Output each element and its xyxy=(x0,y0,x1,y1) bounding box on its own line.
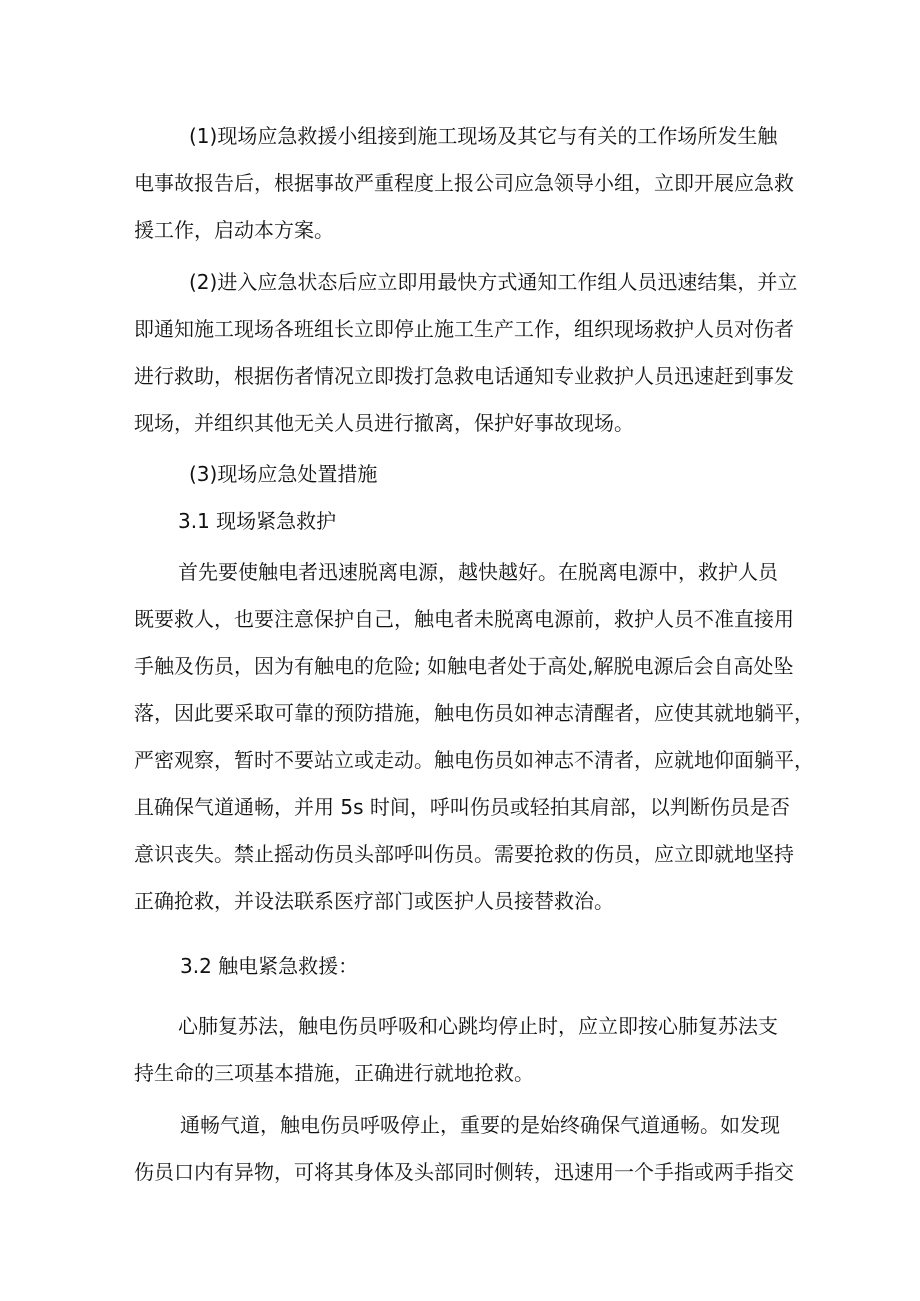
paragraph-line: 首先要使触电者迅速脱离电源，越快越好。在脱离电源中，救护人员 xyxy=(178,560,778,584)
paragraph-line: 即通知施工现场各班组长立即停止施工生产工作，组织现场救护人员对伤者 xyxy=(134,317,794,341)
paragraph-line: 伤员口内有异物，可将其身体及头部同时侧转，迅速用一个手指或两手指交 xyxy=(134,1160,794,1184)
paragraph-line: 落，因此要采取可靠的预防措施，触电伤员如神志清醒者，应使其就地躺平， xyxy=(134,701,814,725)
paragraph-line: 意识丧失。禁止摇动伤员头部呼叫伤员。需要抢救的伤员，应立即就地坚持 xyxy=(134,842,794,866)
section-heading: (3)现场应急处置措施 xyxy=(189,462,378,486)
paragraph-line: 通畅气道，触电伤员呼吸停止，重要的是始终确保气道通畅。如发现 xyxy=(180,1113,780,1137)
paragraph-line: 持生命的三项基本措施，正确进行就地抢救。 xyxy=(134,1061,534,1085)
paragraph-line: 现场，并组织其他无关人员进行撤离，保护好事故现场。 xyxy=(134,411,634,435)
paragraph-line: 援工作，启动本方案。 xyxy=(134,218,334,242)
paragraph-line: 正确抢救，并设法联系医疗部门或医护人员接替救治。 xyxy=(134,889,614,913)
section-heading: 3.1 现场紧急救护 xyxy=(178,509,337,533)
paragraph-line: 心肺复苏法，触电伤员呼吸和心跳均停止时，应立即按心肺复苏法支 xyxy=(178,1014,778,1038)
paragraph-line: 严密观察，暂时不要站立或走动。触电伤员如神志不清者，应就地仰面躺平， xyxy=(134,748,814,772)
paragraph-line: (2)进入应急状态后应立即用最快方式通知工作组人员迅速结集，并立 xyxy=(189,270,798,294)
paragraph-line: 手触及伤员，因为有触电的危险; 如触电者处于高处,解脱电源后会自高处坠 xyxy=(134,654,794,678)
paragraph-line: (1)现场应急救援小组接到施工现场及其它与有关的工作场所发生触 xyxy=(189,124,778,148)
paragraph-line: 且确保气道通畅，并用 5s 时间，呼叫伤员或轻拍其肩部，以判断伤员是否 xyxy=(134,795,790,819)
section-heading: 3.2 触电紧急救援： xyxy=(180,954,359,978)
paragraph-line: 既要救人，也要注意保护自己，触电者未脱离电源前，救护人员不准直接用 xyxy=(134,607,794,631)
paragraph-line: 进行救助，根据伤者情况立即拨打急救电话通知专业救护人员迅速赶到事发 xyxy=(134,364,794,388)
paragraph-line: 电事故报告后，根据事故严重程度上报公司应急领导小组，立即开展应急救 xyxy=(134,171,794,195)
